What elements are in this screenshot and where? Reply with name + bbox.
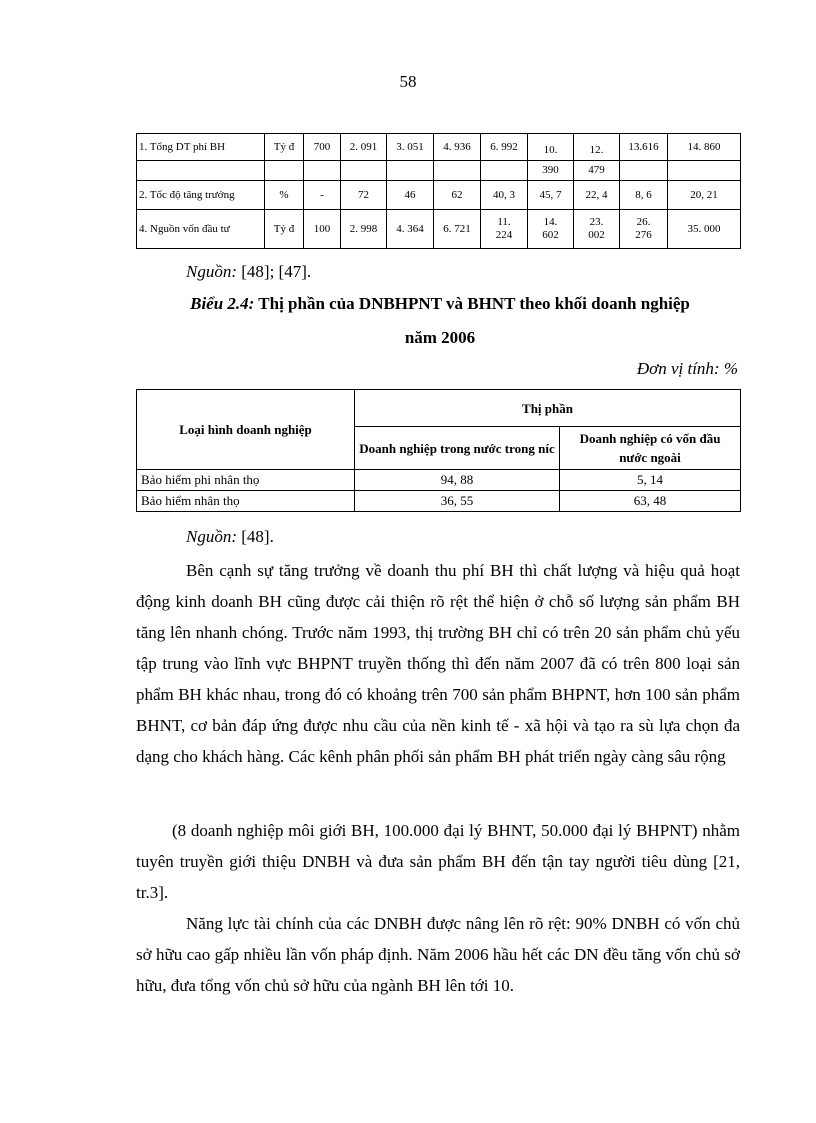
growth-table bbox=[136, 133, 741, 249]
cell-text: 12. bbox=[589, 143, 604, 156]
domestic-share: 94, 88 bbox=[355, 470, 560, 491]
chart-title-lead: Biểu 2.4: bbox=[190, 294, 255, 313]
table-cell bbox=[481, 161, 528, 181]
table-cell: 700 bbox=[304, 134, 341, 161]
table-row bbox=[137, 210, 741, 249]
foreign-share: 63, 48 bbox=[560, 491, 741, 512]
source-note-1 bbox=[186, 262, 311, 282]
table-cell bbox=[265, 161, 304, 181]
table-cell: 6. 721 bbox=[434, 210, 481, 249]
table-cell: 8, 6 bbox=[620, 181, 668, 210]
table-header-row bbox=[137, 390, 741, 427]
table-cell: 62 bbox=[434, 181, 481, 210]
source-label: Nguồn: bbox=[186, 527, 237, 546]
table-cell: 2. 998 bbox=[341, 210, 387, 249]
body-paragraph: Năng lực tài chính của các DNBH được nâng lên rõ rệt: 90% DNBH có vốn chủ sở hữu cao gấp nhiều lần vốn pháp định. Năm 2006 hầu hết các DN đều tăng vốn chủ sở hữu, đưa tổng vốn chủ sở hữu của ngành BH lên tới 10. bbox=[136, 914, 740, 995]
page-number: 58 bbox=[399, 72, 417, 91]
header-share: Thị phần bbox=[355, 390, 741, 427]
table-cell: 3. 051 bbox=[387, 134, 434, 161]
table-cell: 4. 936 bbox=[434, 134, 481, 161]
header-domestic: Doanh nghiệp trong nước trong níc bbox=[355, 427, 560, 470]
table-cell bbox=[481, 210, 528, 249]
table-cell bbox=[341, 161, 387, 181]
table-row bbox=[137, 470, 741, 491]
source-note-2 bbox=[186, 527, 274, 547]
row-unit: % bbox=[265, 181, 304, 210]
chart-title-line-2: năm 2006 bbox=[404, 328, 476, 347]
table-cell: 2. 091 bbox=[341, 134, 387, 161]
table-row bbox=[137, 134, 741, 161]
chart-title-text: Thị phần của DNBHPNT và BHNT theo khối doanh nghiệp bbox=[254, 294, 690, 313]
row-type: Bảo hiểm phi nhân thọ bbox=[137, 470, 355, 491]
body-paragraph: Bên cạnh sự tăng trưởng về doanh thu phí BH thì chất lượng và hiệu quả hoạt động kinh doanh BH cũng được cải thiện rõ rệt thể hiện ở chỗ số lượng sản phẩm BH tăng lên nhanh chóng. Trước năm 1993, thị trường BH chỉ có trên 20 sản phẩm chủ yếu tập trung vào lĩnh vực BHPNT truyền thống thì đến năm 2007 đã có trên 800 loại sản phẩm BH khác nhau, trong đó có khoảng trên 700 sản phẩm BHPNT, hơn 100 sản phẩm BHNT, cơ bản đáp ứng được nhu cầu của nền kinh tế - xã hội và tạo ra sù lựa chọn đa dạng cho khách hàng. Các kênh phân phối sản phẩm BH phát triển ngày càng sâu rộng bbox=[136, 561, 740, 766]
table-cell: - bbox=[304, 181, 341, 210]
chart-title bbox=[120, 294, 760, 314]
domestic-share: 36, 55 bbox=[355, 491, 560, 512]
table-cell: 35. 000 bbox=[668, 210, 741, 249]
row-unit: Tỷ đ bbox=[265, 210, 304, 249]
cell-line-1: 14. bbox=[543, 216, 558, 228]
table-cell: 13.616 bbox=[620, 134, 668, 161]
table-cell bbox=[304, 161, 341, 181]
table-cell: 6. 992 bbox=[481, 134, 528, 161]
source-text: [48]. bbox=[237, 527, 274, 546]
unit-note: Đơn vị tính: % bbox=[636, 359, 738, 378]
cell-line-1: 23. bbox=[589, 216, 604, 228]
table-cell bbox=[620, 161, 668, 181]
table-cell bbox=[137, 161, 265, 181]
table-cell: 45, 7 bbox=[528, 181, 574, 210]
cell-line-2: 002 bbox=[588, 229, 605, 241]
header-type: Loại hình doanh nghiệp bbox=[137, 390, 355, 470]
table-cell bbox=[668, 161, 741, 181]
row-label: 2. Tốc độ tăng trưởng bbox=[137, 181, 265, 210]
cell-line-2: 224 bbox=[495, 229, 513, 241]
table-cell: 40, 3 bbox=[481, 181, 528, 210]
table-cell: 72 bbox=[341, 181, 387, 210]
row-type: Bảo hiểm nhân thọ bbox=[137, 491, 355, 512]
table-cell bbox=[528, 134, 574, 161]
cell-line-1: 11. bbox=[497, 216, 511, 228]
row-unit: Tỷ đ bbox=[265, 134, 304, 161]
table-cell bbox=[387, 161, 434, 181]
row-label: 4. Nguồn vốn đầu tư bbox=[137, 210, 265, 249]
table-cell: 390 bbox=[528, 161, 574, 181]
source-label: Nguồn: bbox=[186, 262, 237, 281]
table-cell bbox=[574, 210, 620, 249]
table-cell bbox=[528, 210, 574, 249]
market-share-table bbox=[136, 389, 741, 512]
table-cell bbox=[574, 134, 620, 161]
table-cell: 22, 4 bbox=[574, 181, 620, 210]
table-row bbox=[137, 491, 741, 512]
table-cell: 46 bbox=[387, 181, 434, 210]
table-cell bbox=[434, 161, 481, 181]
table-cell: 14. 860 bbox=[668, 134, 741, 161]
body-paragraph: (8 doanh nghiệp môi giới BH, 100.000 đại lý BHNT, 50.000 đại lý BHPNT) nhằm tuyên truyền giới thiệu DNBH và đưa sản phẩm BH đến tận tay người tiêu dùng [21, tr.3]. bbox=[136, 821, 740, 902]
foreign-share: 5, 14 bbox=[560, 470, 741, 491]
table-row bbox=[137, 161, 741, 181]
table-cell bbox=[620, 210, 668, 249]
cell-line-2: 276 bbox=[635, 229, 652, 241]
cell-line-2: 602 bbox=[542, 229, 559, 241]
table-cell: 20, 21 bbox=[668, 181, 741, 210]
table-row bbox=[137, 181, 741, 210]
row-label: 1. Tổng DT phí BH bbox=[137, 134, 265, 161]
table-cell: 479 bbox=[574, 161, 620, 181]
table-cell: 4. 364 bbox=[387, 210, 434, 249]
cell-line-1: 26. bbox=[636, 216, 651, 228]
header-foreign: Doanh nghiệp có vốn đầu nước ngoài bbox=[560, 427, 741, 470]
table-cell: 100 bbox=[304, 210, 341, 249]
cell-text: 10. bbox=[543, 143, 558, 156]
source-text: [48]; [47]. bbox=[237, 262, 312, 281]
